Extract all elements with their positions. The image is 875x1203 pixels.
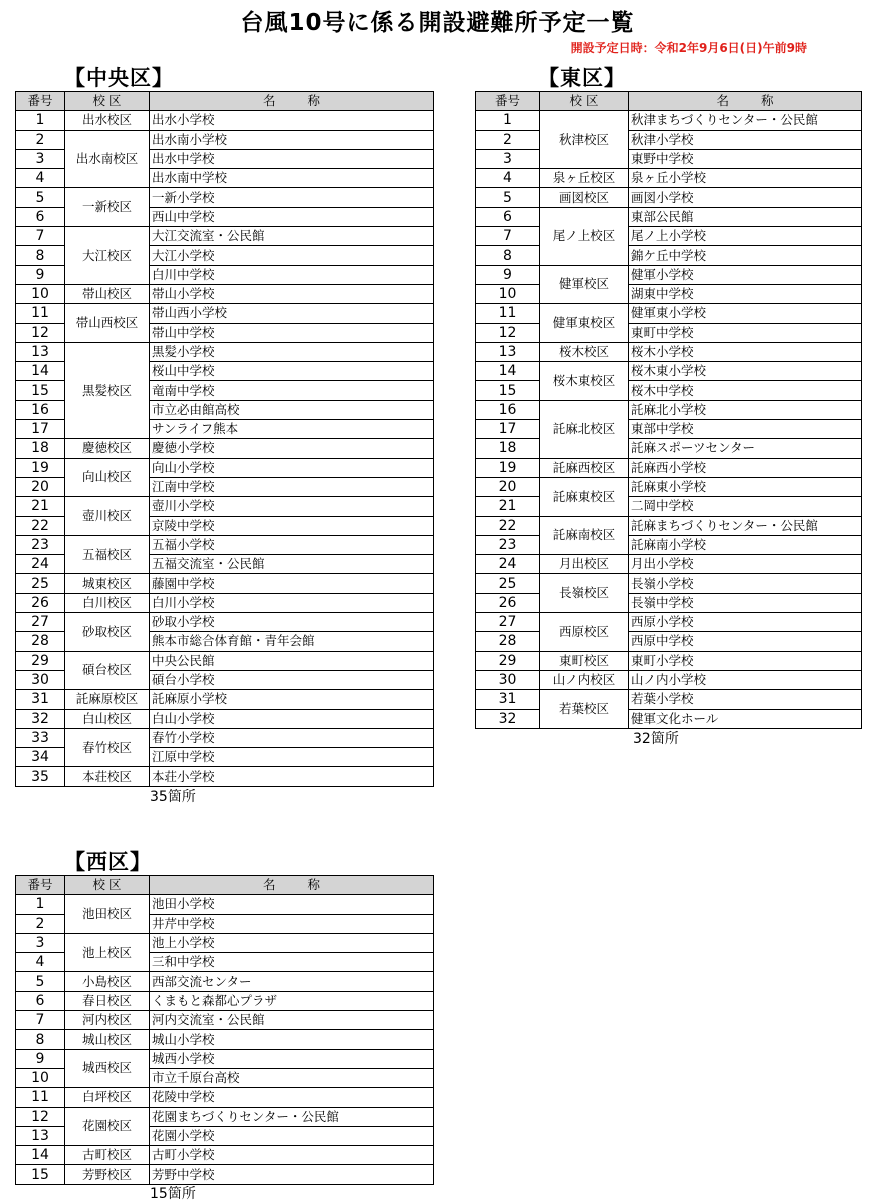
shelter-name: 桜山中学校 bbox=[150, 362, 434, 381]
school-district: 一新校区 bbox=[65, 188, 150, 227]
shelter-name: 月出小学校 bbox=[629, 555, 862, 574]
header-number: 番号 bbox=[16, 92, 65, 111]
open-datetime-note: 開設予定日時：令和2年9月6日(日)午前9時 bbox=[570, 41, 807, 55]
shelter-name: 大江交流室・公民館 bbox=[150, 227, 434, 246]
shelter-name: 出水中学校 bbox=[150, 149, 434, 168]
shelter-name: 若葉小学校 bbox=[629, 690, 862, 709]
table-row bbox=[16, 690, 434, 709]
school-district: 泉ヶ丘校区 bbox=[540, 169, 629, 188]
table-row bbox=[16, 1011, 434, 1030]
shelter-name: 健軍小学校 bbox=[629, 265, 862, 284]
shelter-name: 健軍東小学校 bbox=[629, 304, 862, 323]
shelter-name: 錦ケ丘中学校 bbox=[629, 246, 862, 265]
row-number: 30 bbox=[16, 670, 65, 689]
school-district: 東町校区 bbox=[540, 651, 629, 670]
shelter-name: 桜木中学校 bbox=[629, 381, 862, 400]
school-district: 健軍校区 bbox=[540, 265, 629, 304]
table-row bbox=[476, 362, 862, 381]
row-number: 10 bbox=[476, 284, 540, 303]
shelter-name: 壺川小学校 bbox=[150, 497, 434, 516]
row-number: 12 bbox=[16, 323, 65, 342]
school-district: 桜木校区 bbox=[540, 342, 629, 361]
row-number: 20 bbox=[476, 477, 540, 496]
higashi-ward-heading: 【東区】 bbox=[538, 66, 626, 90]
school-district: 壺川校区 bbox=[65, 497, 150, 536]
school-district: 西原校区 bbox=[540, 613, 629, 652]
shelter-name: 健軍文化ホール bbox=[629, 709, 862, 728]
table-row bbox=[476, 188, 862, 207]
row-number: 8 bbox=[476, 246, 540, 265]
row-number: 10 bbox=[16, 1068, 65, 1087]
shelter-name: 池田小学校 bbox=[150, 895, 434, 914]
shelter-name: 東部中学校 bbox=[629, 420, 862, 439]
shelter-name: 託麻原小学校 bbox=[150, 690, 434, 709]
table-row bbox=[476, 420, 862, 439]
row-number: 9 bbox=[476, 265, 540, 284]
school-district: 月出校区 bbox=[540, 555, 629, 574]
row-number: 3 bbox=[16, 149, 65, 168]
shelter-name: 桜木東小学校 bbox=[629, 362, 862, 381]
shelter-name: 託麻西小学校 bbox=[629, 458, 862, 477]
row-number: 34 bbox=[16, 748, 65, 767]
row-number: 25 bbox=[16, 574, 65, 593]
table-row bbox=[476, 400, 862, 419]
row-number: 33 bbox=[16, 728, 65, 747]
shelter-name: 竜南中学校 bbox=[150, 381, 434, 400]
higashi-count: 32箇所 bbox=[633, 731, 679, 747]
shelter-name: 出水南中学校 bbox=[150, 169, 434, 188]
nishi-count: 15箇所 bbox=[150, 1186, 196, 1202]
shelter-name: 碩台小学校 bbox=[150, 670, 434, 689]
row-number: 12 bbox=[16, 1107, 65, 1126]
school-district: 春竹校区 bbox=[65, 728, 150, 767]
shelter-name: 大江小学校 bbox=[150, 246, 434, 265]
header-name: 名 称 bbox=[629, 92, 862, 111]
table-row bbox=[476, 304, 862, 323]
header-number: 番号 bbox=[16, 876, 65, 895]
shelter-name: 市立千原台高校 bbox=[150, 1068, 434, 1087]
shelter-name: 託麻北小学校 bbox=[629, 400, 862, 419]
shelter-name: 中央公民館 bbox=[150, 651, 434, 670]
table-row bbox=[16, 933, 434, 952]
row-number: 11 bbox=[16, 304, 65, 323]
table-row bbox=[476, 381, 862, 400]
row-number: 31 bbox=[16, 690, 65, 709]
shelter-name: 秋津小学校 bbox=[629, 130, 862, 149]
row-number: 14 bbox=[476, 362, 540, 381]
school-district: 古町校区 bbox=[65, 1146, 150, 1165]
school-district: 山ノ内校区 bbox=[540, 670, 629, 689]
table-row bbox=[476, 207, 862, 226]
shelter-name: 城山小学校 bbox=[150, 1030, 434, 1049]
row-number: 2 bbox=[476, 130, 540, 149]
school-district: 城西校区 bbox=[65, 1049, 150, 1088]
shelter-name: 城西小学校 bbox=[150, 1049, 434, 1068]
row-number: 5 bbox=[476, 188, 540, 207]
row-number: 6 bbox=[476, 207, 540, 226]
row-number: 19 bbox=[476, 458, 540, 477]
school-district: 向山校区 bbox=[65, 458, 150, 497]
shelter-name: 五福交流室・公民館 bbox=[150, 555, 434, 574]
school-district: 出水校区 bbox=[65, 111, 150, 130]
table-row bbox=[16, 458, 434, 477]
school-district: 託麻西校区 bbox=[540, 458, 629, 477]
row-number: 4 bbox=[16, 169, 65, 188]
row-number: 5 bbox=[16, 188, 65, 207]
school-district: 芳野校区 bbox=[65, 1165, 150, 1184]
shelter-name: 古町小学校 bbox=[150, 1146, 434, 1165]
school-district: 託麻北校区 bbox=[540, 400, 629, 458]
row-number: 13 bbox=[16, 1126, 65, 1145]
table-row bbox=[16, 1030, 434, 1049]
table-row bbox=[476, 477, 862, 496]
school-district: 慶徳校区 bbox=[65, 439, 150, 458]
row-number: 18 bbox=[476, 439, 540, 458]
table-row bbox=[476, 632, 862, 651]
row-number: 32 bbox=[476, 709, 540, 728]
row-number: 7 bbox=[16, 1011, 65, 1030]
row-number: 25 bbox=[476, 574, 540, 593]
row-number: 5 bbox=[16, 972, 65, 991]
row-number: 3 bbox=[476, 149, 540, 168]
table-row bbox=[16, 497, 434, 516]
table-row bbox=[16, 130, 434, 149]
shelter-name: 東町小学校 bbox=[629, 651, 862, 670]
school-district: 託麻南校区 bbox=[540, 516, 629, 555]
shelter-name: 白川中学校 bbox=[150, 265, 434, 284]
page-title: 台風10号に係る開設避難所予定一覧 bbox=[240, 10, 635, 36]
row-number: 19 bbox=[16, 458, 65, 477]
header-number: 番号 bbox=[476, 92, 540, 111]
shelter-name: 出水南小学校 bbox=[150, 130, 434, 149]
row-number: 22 bbox=[16, 516, 65, 535]
nishi-shelter-table bbox=[15, 875, 434, 1185]
school-district: 帯山西校区 bbox=[65, 304, 150, 343]
table-row bbox=[476, 439, 862, 458]
table-row bbox=[476, 169, 862, 188]
table-row bbox=[16, 972, 434, 991]
row-number: 17 bbox=[476, 420, 540, 439]
shelter-name: 西山中学校 bbox=[150, 207, 434, 226]
school-district: 出水南校区 bbox=[65, 130, 150, 188]
table-row bbox=[476, 246, 862, 265]
table-row bbox=[476, 516, 862, 535]
shelter-name: 花陵中学校 bbox=[150, 1088, 434, 1107]
shelter-name: 東野中学校 bbox=[629, 149, 862, 168]
row-number: 6 bbox=[16, 991, 65, 1010]
table-row bbox=[16, 728, 434, 747]
row-number: 27 bbox=[16, 613, 65, 632]
school-district: 託麻原校区 bbox=[65, 690, 150, 709]
row-number: 11 bbox=[476, 304, 540, 323]
row-number: 15 bbox=[476, 381, 540, 400]
header-district: 校 区 bbox=[65, 876, 150, 895]
table-row bbox=[476, 497, 862, 516]
shelter-name: 湖東中学校 bbox=[629, 284, 862, 303]
row-number: 10 bbox=[16, 284, 65, 303]
row-number: 30 bbox=[476, 670, 540, 689]
school-district: 春日校区 bbox=[65, 991, 150, 1010]
table-row bbox=[476, 690, 862, 709]
shelter-name: 白山小学校 bbox=[150, 709, 434, 728]
shelter-name: 西原小学校 bbox=[629, 613, 862, 632]
table-row bbox=[16, 284, 434, 303]
table-row bbox=[16, 188, 434, 207]
school-district: 城山校区 bbox=[65, 1030, 150, 1049]
shelter-name: 山ノ内小学校 bbox=[629, 670, 862, 689]
row-number: 8 bbox=[16, 246, 65, 265]
row-number: 14 bbox=[16, 362, 65, 381]
school-district: 五福校区 bbox=[65, 535, 150, 574]
row-number: 1 bbox=[16, 895, 65, 914]
row-number: 29 bbox=[16, 651, 65, 670]
shelter-name: 出水小学校 bbox=[150, 111, 434, 130]
row-number: 17 bbox=[16, 420, 65, 439]
shelter-name: 井芹中学校 bbox=[150, 914, 434, 933]
row-number: 1 bbox=[476, 111, 540, 130]
header-district: 校 区 bbox=[65, 92, 150, 111]
row-number: 4 bbox=[476, 169, 540, 188]
chuo-ward-heading: 【中央区】 bbox=[64, 66, 174, 90]
shelter-name: 託麻南小学校 bbox=[629, 535, 862, 554]
table-row bbox=[476, 342, 862, 361]
shelter-name: 泉ヶ丘小学校 bbox=[629, 169, 862, 188]
table-row bbox=[16, 535, 434, 554]
table-row bbox=[16, 574, 434, 593]
table-row bbox=[476, 458, 862, 477]
row-number: 15 bbox=[16, 1165, 65, 1184]
shelter-name: 尾ノ上小学校 bbox=[629, 227, 862, 246]
shelter-name: 藤園中学校 bbox=[150, 574, 434, 593]
row-number: 7 bbox=[16, 227, 65, 246]
table-row bbox=[16, 1107, 434, 1126]
table-row bbox=[16, 613, 434, 632]
chuo-shelter-table bbox=[15, 91, 434, 787]
school-district: 尾ノ上校区 bbox=[540, 207, 629, 265]
shelter-name: 託麻スポーツセンター bbox=[629, 439, 862, 458]
row-number: 24 bbox=[476, 555, 540, 574]
shelter-name: 帯山中学校 bbox=[150, 323, 434, 342]
school-district: 砂取校区 bbox=[65, 613, 150, 652]
chuo-count: 35箇所 bbox=[150, 789, 196, 805]
shelter-name: 白川小学校 bbox=[150, 593, 434, 612]
school-district: 秋津校区 bbox=[540, 111, 629, 169]
school-district: 花園校区 bbox=[65, 1107, 150, 1146]
row-number: 28 bbox=[16, 632, 65, 651]
row-number: 24 bbox=[16, 555, 65, 574]
table-row bbox=[476, 613, 862, 632]
school-district: 城東校区 bbox=[65, 574, 150, 593]
shelter-name: 花園まちづくりセンター・公民館 bbox=[150, 1107, 434, 1126]
header-name: 名 称 bbox=[150, 92, 434, 111]
row-number: 21 bbox=[476, 497, 540, 516]
row-number: 2 bbox=[16, 130, 65, 149]
table-row bbox=[476, 555, 862, 574]
row-number: 15 bbox=[16, 381, 65, 400]
row-number: 20 bbox=[16, 477, 65, 496]
table-row bbox=[16, 227, 434, 246]
row-number: 2 bbox=[16, 914, 65, 933]
table-row bbox=[476, 265, 862, 284]
shelter-name: 帯山西小学校 bbox=[150, 304, 434, 323]
row-number: 21 bbox=[16, 497, 65, 516]
shelter-name: 長嶺小学校 bbox=[629, 574, 862, 593]
school-district: 池上校区 bbox=[65, 933, 150, 972]
row-number: 35 bbox=[16, 767, 65, 786]
school-district: 帯山校区 bbox=[65, 284, 150, 303]
shelter-name: 河内交流室・公民館 bbox=[150, 1011, 434, 1030]
school-district: 白川校区 bbox=[65, 593, 150, 612]
table-row bbox=[476, 593, 862, 612]
school-district: 健軍東校区 bbox=[540, 304, 629, 343]
table-row bbox=[476, 574, 862, 593]
table-row bbox=[16, 709, 434, 728]
row-number: 3 bbox=[16, 933, 65, 952]
table-row bbox=[476, 323, 862, 342]
table-row bbox=[16, 1146, 434, 1165]
row-number: 22 bbox=[476, 516, 540, 535]
shelter-name: くまもと森都心プラザ bbox=[150, 991, 434, 1010]
school-district: 白坪校区 bbox=[65, 1088, 150, 1107]
school-district: 池田校区 bbox=[65, 895, 150, 934]
table-row bbox=[16, 304, 434, 323]
school-district: 大江校区 bbox=[65, 227, 150, 285]
school-district: 長嶺校区 bbox=[540, 574, 629, 613]
row-number: 1 bbox=[16, 111, 65, 130]
row-number: 26 bbox=[16, 593, 65, 612]
shelter-name: 帯山小学校 bbox=[150, 284, 434, 303]
row-number: 23 bbox=[476, 535, 540, 554]
row-number: 11 bbox=[16, 1088, 65, 1107]
table-row bbox=[16, 593, 434, 612]
shelter-name: 一新小学校 bbox=[150, 188, 434, 207]
shelter-name: 長嶺中学校 bbox=[629, 593, 862, 612]
shelter-name: 西部交流センター bbox=[150, 972, 434, 991]
table-row bbox=[16, 111, 434, 130]
school-district: 桜木東校区 bbox=[540, 362, 629, 401]
row-number: 8 bbox=[16, 1030, 65, 1049]
row-number: 27 bbox=[476, 613, 540, 632]
row-number: 7 bbox=[476, 227, 540, 246]
shelter-name: 向山小学校 bbox=[150, 458, 434, 477]
school-district: 河内校区 bbox=[65, 1011, 150, 1030]
shelter-name: 三和中学校 bbox=[150, 953, 434, 972]
school-district: 白山校区 bbox=[65, 709, 150, 728]
table-row bbox=[476, 535, 862, 554]
school-district: 画図校区 bbox=[540, 188, 629, 207]
shelter-name: 黒髪小学校 bbox=[150, 342, 434, 361]
school-district: 碩台校区 bbox=[65, 651, 150, 690]
row-number: 14 bbox=[16, 1146, 65, 1165]
shelter-name: 春竹小学校 bbox=[150, 728, 434, 747]
shelter-name: 池上小学校 bbox=[150, 933, 434, 952]
shelter-name: 画図小学校 bbox=[629, 188, 862, 207]
row-number: 12 bbox=[476, 323, 540, 342]
shelter-name: 五福小学校 bbox=[150, 535, 434, 554]
table-row bbox=[476, 670, 862, 689]
table-row bbox=[476, 651, 862, 670]
row-number: 31 bbox=[476, 690, 540, 709]
table-row bbox=[476, 111, 862, 130]
shelter-name: 芳野中学校 bbox=[150, 1165, 434, 1184]
school-district: 託麻東校区 bbox=[540, 477, 629, 516]
school-district: 本荘校区 bbox=[65, 767, 150, 786]
table-row bbox=[16, 767, 434, 786]
table-row bbox=[16, 439, 434, 458]
row-number: 29 bbox=[476, 651, 540, 670]
shelter-name: 慶徳小学校 bbox=[150, 439, 434, 458]
row-number: 26 bbox=[476, 593, 540, 612]
table-row bbox=[16, 1088, 434, 1107]
shelter-name: 東部公民館 bbox=[629, 207, 862, 226]
header-name: 名 称 bbox=[150, 876, 434, 895]
table-row bbox=[16, 1165, 434, 1184]
school-district: 小島校区 bbox=[65, 972, 150, 991]
higashi-shelter-table bbox=[475, 91, 862, 729]
school-district: 黒髪校区 bbox=[65, 342, 150, 438]
row-number: 23 bbox=[16, 535, 65, 554]
row-number: 13 bbox=[476, 342, 540, 361]
row-number: 9 bbox=[16, 1049, 65, 1068]
shelter-name: 東町中学校 bbox=[629, 323, 862, 342]
shelter-name: 託麻東小学校 bbox=[629, 477, 862, 496]
row-number: 13 bbox=[16, 342, 65, 361]
shelter-name: 西原中学校 bbox=[629, 632, 862, 651]
shelter-name: 本荘小学校 bbox=[150, 767, 434, 786]
shelter-name: 砂取小学校 bbox=[150, 613, 434, 632]
header-district: 校 区 bbox=[540, 92, 629, 111]
row-number: 28 bbox=[476, 632, 540, 651]
table-row bbox=[476, 130, 862, 149]
table-row bbox=[16, 342, 434, 361]
shelter-name: 熊本市総合体育館・青年会館 bbox=[150, 632, 434, 651]
shelter-name: 託麻まちづくりセンター・公民館 bbox=[629, 516, 862, 535]
shelter-name: 秋津まちづくりセンター・公民館 bbox=[629, 111, 862, 130]
shelter-name: 江原中学校 bbox=[150, 748, 434, 767]
shelter-name: サンライフ熊本 bbox=[150, 420, 434, 439]
nishi-ward-heading: 【西区】 bbox=[64, 850, 152, 874]
table-row bbox=[476, 709, 862, 728]
table-row bbox=[16, 651, 434, 670]
table-row bbox=[16, 895, 434, 914]
shelter-name: 江南中学校 bbox=[150, 477, 434, 496]
shelter-name: 京陵中学校 bbox=[150, 516, 434, 535]
shelter-name: 花園小学校 bbox=[150, 1126, 434, 1145]
row-number: 18 bbox=[16, 439, 65, 458]
table-row bbox=[476, 227, 862, 246]
shelter-name: 二岡中学校 bbox=[629, 497, 862, 516]
table-row bbox=[16, 1049, 434, 1068]
table-row bbox=[476, 284, 862, 303]
row-number: 16 bbox=[16, 400, 65, 419]
table-row bbox=[16, 991, 434, 1010]
table-row bbox=[476, 149, 862, 168]
row-number: 9 bbox=[16, 265, 65, 284]
school-district: 若葉校区 bbox=[540, 690, 629, 729]
row-number: 16 bbox=[476, 400, 540, 419]
row-number: 32 bbox=[16, 709, 65, 728]
shelter-name: 桜木小学校 bbox=[629, 342, 862, 361]
row-number: 6 bbox=[16, 207, 65, 226]
shelter-name: 市立必由館高校 bbox=[150, 400, 434, 419]
row-number: 4 bbox=[16, 953, 65, 972]
